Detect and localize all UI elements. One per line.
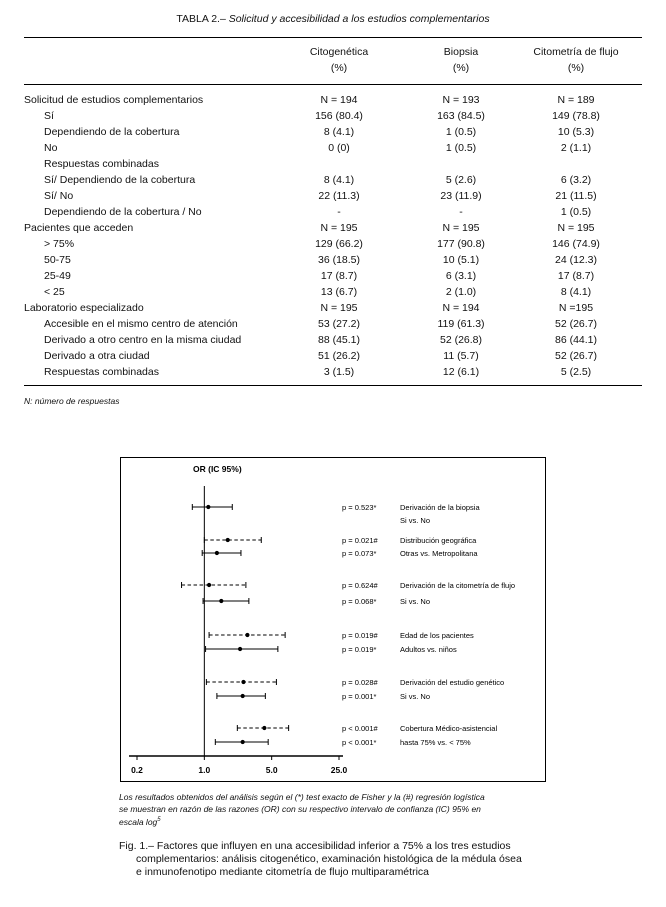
table-cell: 21 (11.5)	[555, 190, 597, 202]
table-cell: N = 195	[442, 222, 480, 234]
table-cell: N = 195	[320, 302, 358, 314]
or-point	[207, 583, 211, 587]
figure-title-line: complementarios: análisis citogenético, examinación histológica de la médula ósea	[136, 853, 522, 865]
column-header-biopsia	[401, 44, 521, 76]
figure-title	[119, 840, 554, 879]
table-cell: 177 (90.8)	[437, 238, 485, 250]
or-point	[241, 740, 245, 744]
p-value-label: p = 0.028#	[342, 678, 378, 687]
row-label: Sí/ No	[44, 190, 74, 202]
table-cell: 5 (2.5)	[560, 366, 592, 378]
factor-label: Distribución geográfica	[400, 536, 477, 545]
table-row	[0, 348, 666, 364]
table-cell: 8 (4.1)	[560, 286, 592, 298]
table-cell: 88 (45.1)	[317, 334, 361, 346]
row-label: 25-49	[44, 270, 71, 282]
table-cell: 1 (0.5)	[445, 126, 477, 138]
row-label: Dependiendo de la cobertura / No	[44, 206, 202, 218]
table-cell: 13 (6.7)	[320, 286, 358, 298]
table-row	[0, 236, 666, 252]
column-unit: (%)	[567, 62, 585, 74]
row-label: Dependiendo de la cobertura	[44, 126, 180, 138]
table-cell: 3 (1.5)	[323, 366, 355, 378]
row-label: Accesible en el mismo centro de atención	[44, 318, 238, 330]
comparison-label: Si vs. No	[400, 516, 431, 525]
table-cell: 5 (2.6)	[445, 174, 477, 186]
table-cell: N = 195	[320, 222, 358, 234]
row-label: Sí	[44, 110, 54, 122]
x-tick-label: 25.0	[330, 765, 348, 775]
figure-caption-line-last	[119, 815, 549, 828]
table-row	[0, 364, 666, 380]
table-cell: 23 (11.9)	[440, 190, 482, 202]
p-value-label: p = 0.624#	[342, 581, 378, 590]
table-cell: 52 (26.7)	[554, 350, 598, 362]
plot-title: OR (IC 95%)	[193, 464, 242, 474]
table-header-rule	[24, 84, 642, 85]
or-point	[226, 538, 230, 542]
figure-caption	[119, 792, 549, 828]
table-cell: 1 (0.5)	[560, 206, 592, 218]
p-value-label: p = 0.523*	[342, 503, 377, 512]
column-name: Biopsia	[443, 46, 479, 58]
table-cell: 146 (74.9)	[552, 238, 600, 250]
table-row	[0, 124, 666, 140]
row-label: No	[44, 142, 58, 154]
comparison-label: Si vs. No	[400, 597, 431, 606]
p-value-label: p = 0.068*	[342, 597, 377, 606]
figure-title-line: Fig. 1.– Factores que influyen en una accesibilidad inferior a 75% a los tres estudios	[119, 840, 511, 852]
row-label: Pacientes que acceden	[24, 222, 134, 234]
table-cell: -	[459, 206, 463, 218]
p-value-label: p < 0.001#	[342, 724, 378, 733]
or-point	[238, 647, 242, 651]
table-cell: 156 (80.4)	[315, 110, 363, 122]
x-tick-label: 1.0	[198, 765, 211, 775]
figure-caption-superscript: 5	[157, 817, 161, 823]
row-label: Solicitud de estudios complementarios	[24, 94, 204, 106]
table-cell: N =195	[558, 302, 594, 314]
table-bottom-rule	[24, 385, 642, 386]
table-cell: 86 (44.1)	[554, 334, 598, 346]
p-value-label: p = 0.073*	[342, 549, 377, 558]
table-cell: 17 (8.7)	[320, 270, 358, 282]
comparison-label: hasta 75% vs. < 75%	[400, 738, 471, 747]
column-name: Citogenética	[309, 46, 369, 58]
row-label: Derivado a otro centro en la misma ciudad	[44, 334, 242, 346]
table-cell: 17 (8.7)	[557, 270, 595, 282]
table-cell: 52 (26.8)	[439, 334, 483, 346]
table-row	[0, 316, 666, 332]
or-point	[262, 726, 266, 730]
table-row	[0, 252, 666, 268]
table-cell: 149 (78.8)	[552, 110, 600, 122]
column-name: Citometría de flujo	[533, 46, 619, 58]
row-label: Respuestas combinadas	[44, 366, 159, 378]
row-label: < 25	[44, 286, 65, 298]
table-cell: N = 189	[557, 94, 595, 106]
table-cell: 1 (0.5)	[445, 142, 477, 154]
table-cell: 10 (5.1)	[442, 254, 480, 266]
table-cell: 51 (26.2)	[317, 350, 361, 362]
table-row	[0, 108, 666, 124]
or-point	[241, 694, 245, 698]
table-cell: N = 195	[557, 222, 595, 234]
table-cell: 53 (27.2)	[317, 318, 361, 330]
column-unit: (%)	[330, 62, 348, 74]
p-value-label: p = 0.019#	[342, 631, 378, 640]
or-point	[245, 633, 249, 637]
figure-caption-line: se muestran en razón de las razones (OR) con su respectivo intervalo de confianza (IC) 95% en	[119, 803, 481, 814]
table-cell: 8 (4.1)	[323, 174, 355, 186]
forest-plot-frame	[120, 457, 546, 782]
factor-label: Derivación del estudio genético	[400, 678, 505, 687]
table-row	[0, 188, 666, 204]
table-cell: N = 193	[442, 94, 480, 106]
table-cell: 10 (5.3)	[557, 126, 595, 138]
table-cell: 36 (18.5)	[317, 254, 361, 266]
table-cell: 129 (66.2)	[315, 238, 363, 250]
table-note: N: número de respuestas	[24, 396, 120, 406]
comparison-label: Si vs. No	[400, 692, 431, 701]
table-row	[0, 92, 666, 108]
table-row	[0, 332, 666, 348]
row-label: Laboratorio especializado	[24, 302, 144, 314]
table-title: Solicitud y accesibilidad a los estudios complementarios	[228, 13, 490, 25]
or-point	[241, 680, 245, 684]
row-label: > 75%	[44, 238, 75, 250]
figure-title-line: e inmunofenotipo mediante citometría de flujo multiparamétrica	[136, 866, 429, 878]
or-point	[215, 551, 219, 555]
column-header-citogenetica	[279, 44, 399, 76]
table-cell: 6 (3.2)	[560, 174, 592, 186]
table-row	[0, 156, 666, 172]
table-row	[0, 204, 666, 220]
factor-label: Derivación de la biopsia	[400, 503, 480, 512]
table-cell: 11 (5.7)	[443, 350, 479, 362]
table-top-rule	[24, 37, 642, 38]
row-label: Derivado a otra ciudad	[44, 350, 150, 362]
row-label: 50-75	[44, 254, 71, 266]
table-row	[0, 220, 666, 236]
table-cell: 6 (3.1)	[445, 270, 477, 282]
table-cell: N = 194	[320, 94, 358, 106]
p-value-label: p = 0.021#	[342, 536, 378, 545]
table-cell: -	[337, 206, 341, 218]
p-value-label: p = 0.019*	[342, 645, 377, 654]
table-caption	[0, 13, 666, 25]
table-cell: 163 (84.5)	[437, 110, 485, 122]
table-cell: 2 (1.0)	[445, 286, 477, 298]
table-row	[0, 284, 666, 300]
forest-plot	[121, 458, 545, 781]
table-cell: 2 (1.1)	[560, 142, 592, 154]
table-cell: 0 (0)	[328, 142, 350, 154]
or-point	[219, 599, 223, 603]
table-cell: 52 (26.7)	[554, 318, 598, 330]
figure-caption-line: Los resultados obtenidos del análisis según el (*) test exacto de Fisher y la (#) regresión logística	[119, 792, 485, 802]
row-label: Sí/ Dependiendo de la cobertura	[44, 174, 196, 186]
table-cell: 119 (61.3)	[437, 318, 485, 330]
table-cell: 22 (11.3)	[318, 190, 360, 202]
table-cell: N = 194	[442, 302, 480, 314]
table-row	[0, 268, 666, 284]
p-value-label: p = 0.001*	[342, 692, 377, 701]
table-cell: 24 (12.3)	[554, 254, 598, 266]
factor-label: Cobertura Médico-asistencial	[400, 724, 498, 733]
or-point	[206, 505, 210, 509]
p-value-label: p < 0.001*	[342, 738, 377, 747]
figure-caption-text: escala log	[119, 816, 158, 827]
table-cell: 12 (6.1)	[442, 366, 480, 378]
table-cell: 8 (4.1)	[323, 126, 355, 138]
table-row	[0, 140, 666, 156]
row-label: Respuestas combinadas	[44, 158, 159, 170]
factor-label: Edad de los pacientes	[400, 631, 474, 640]
column-header-citometria	[516, 44, 636, 76]
x-tick-label: 5.0	[265, 765, 278, 775]
table-row	[0, 172, 666, 188]
x-tick-label: 0.2	[131, 765, 143, 775]
table-row	[0, 300, 666, 316]
comparison-label: Adultos vs. niños	[400, 645, 457, 654]
comparison-label: Otras vs. Metropolitana	[400, 549, 478, 558]
factor-label: Derivación de la citometría de flujo	[400, 581, 516, 590]
table-label: TABLA 2.–	[176, 13, 226, 25]
column-unit: (%)	[452, 62, 470, 74]
